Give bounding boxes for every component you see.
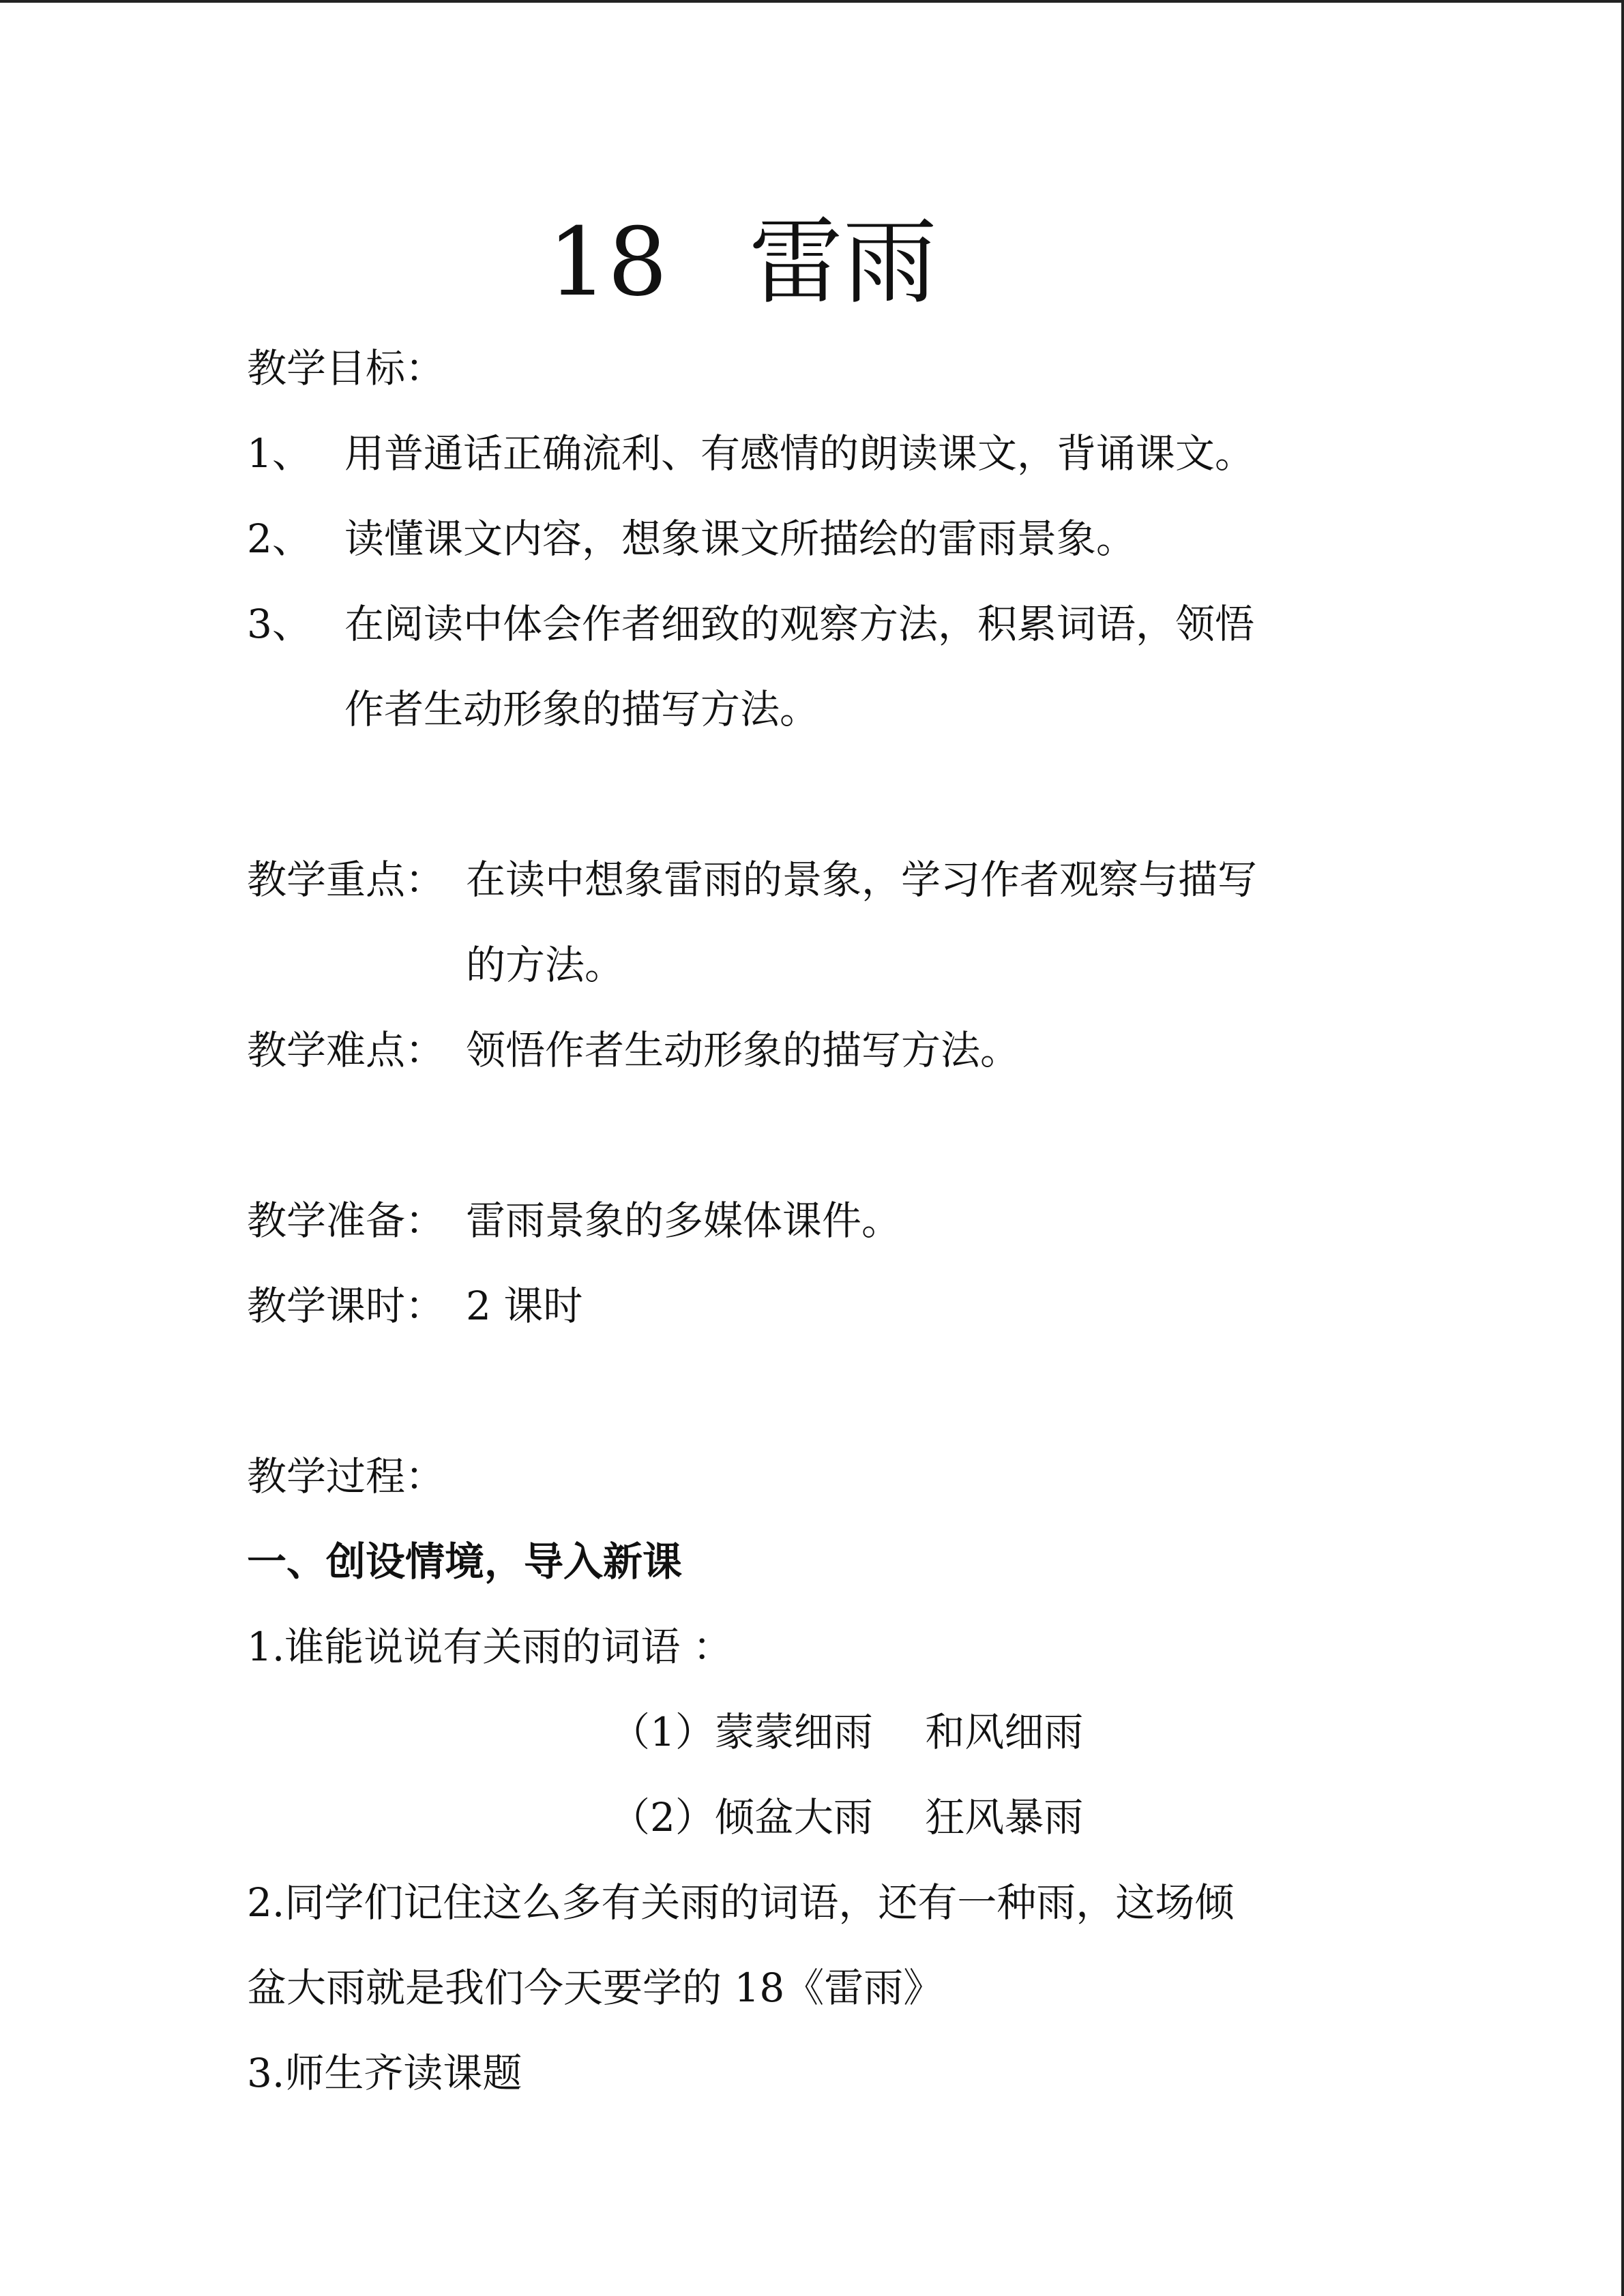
step-1: 1.谁能说说有关雨的词语 ： (247, 1624, 733, 1670)
difficulties-text: 领悟作者生动形象的描写方法。 (466, 1027, 1020, 1073)
rain-words-1: （1）蒙蒙细雨 和风细雨 (610, 1709, 1084, 1755)
step-2: 2.同学们记住这么多有关雨的词语，还有一种雨，这场倾 (247, 1879, 1235, 1926)
hours-label: 教学课时： (247, 1283, 445, 1329)
difficulties-label: 教学难点： (247, 1027, 445, 1073)
step-3: 3.师生齐读课题 (247, 2050, 522, 2096)
objective-2-text: 读懂课文内容，想象课文所描绘的雷雨景象。 (344, 516, 1136, 562)
lesson-number: 18 (548, 207, 668, 317)
objective-3-number: 3、 (247, 601, 312, 647)
process-heading: 教学过程： (247, 1453, 445, 1500)
hours-text: 2 课时 (466, 1283, 583, 1329)
page-border-top (0, 0, 1624, 3)
objective-3-text: 在阅读中体会作者细致的观察方法，积累词语，领悟 (344, 601, 1255, 647)
objectives-heading: 教学目标： (247, 345, 445, 391)
page-border-right (1621, 0, 1624, 2296)
rain-words-2: （2）倾盆大雨 狂风暴雨 (610, 1794, 1084, 1840)
objective-3-continuation: 作者生动形象的描写方法。 (344, 686, 820, 732)
objective-1-number: 1、 (247, 430, 312, 477)
key-points-text: 在读中想象雷雨的景象，学习作者观察与描写 (466, 856, 1258, 903)
key-points-continuation: 的方法。 (466, 942, 625, 988)
preparation-label: 教学准备： (247, 1197, 445, 1244)
section-1-title: 一、创设情境，导入新课 (247, 1538, 683, 1585)
objective-2-number: 2、 (247, 516, 312, 562)
step-2-continuation: 盆大雨就是我们今天要学的 18《雷雨》 (247, 1965, 943, 2011)
key-points-label: 教学重点： (247, 856, 445, 903)
objective-1-text: 用普通话正确流利、有感情的朗读课文，背诵课文。 (344, 430, 1255, 477)
lesson-title: 雷雨 (749, 207, 938, 317)
preparation-text: 雷雨景象的多媒体课件。 (466, 1197, 902, 1244)
